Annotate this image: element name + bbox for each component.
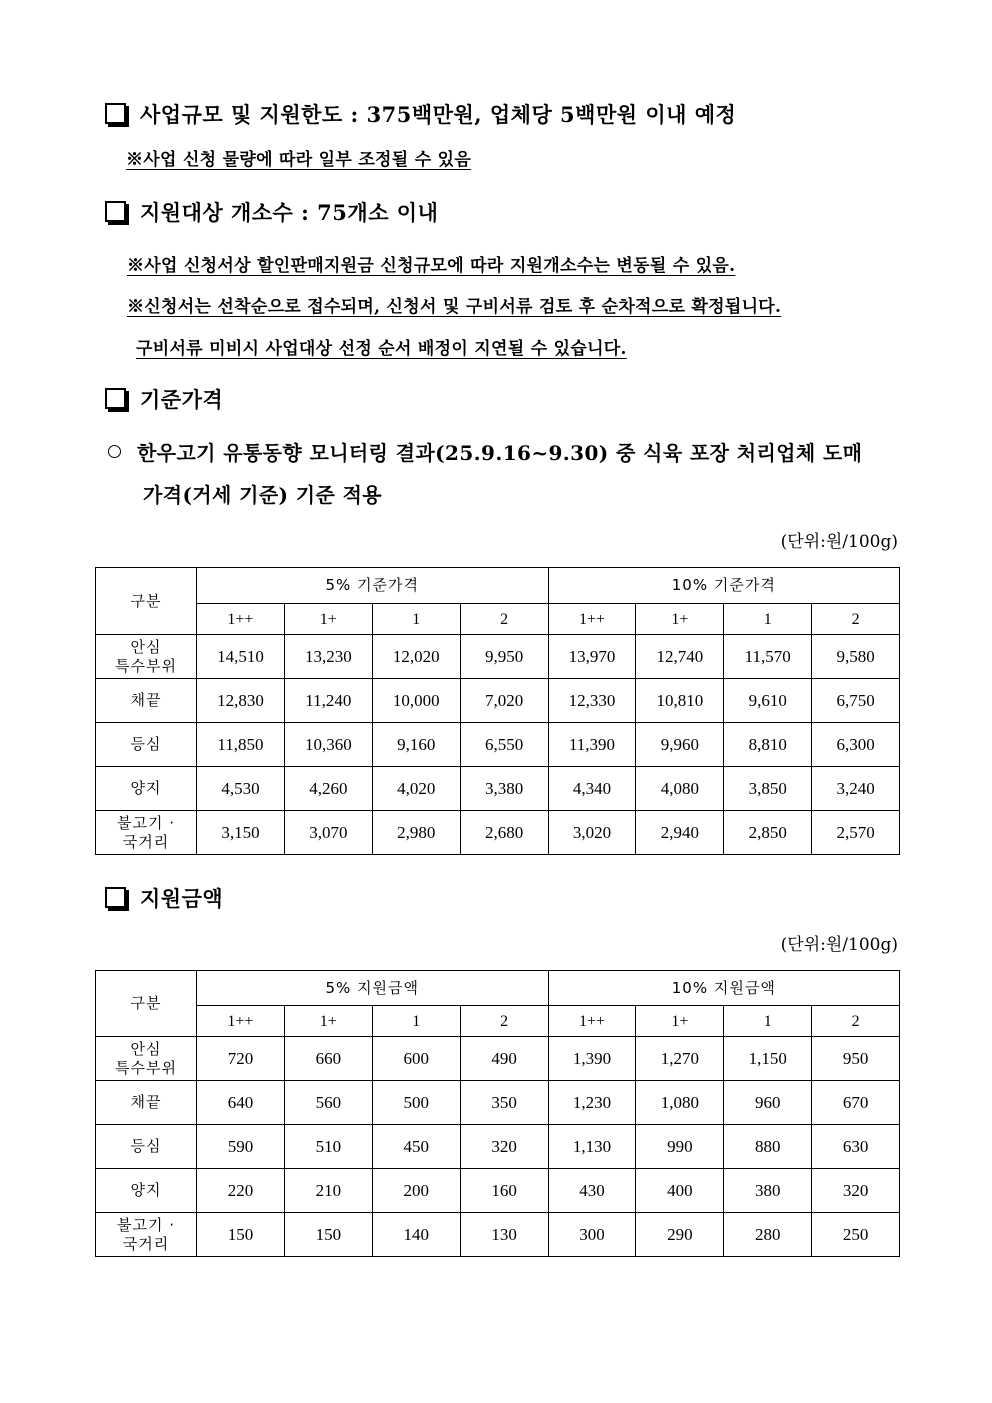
grade-header-cell: 1+	[284, 604, 372, 635]
section-targets-note-2: ※신청서는 선착순으로 접수되며, 신청서 및 구비서류 검토 후 순차적으로 확정됩니다.	[127, 297, 782, 317]
value-cell: 6,550	[460, 723, 548, 767]
grade-header-cell: 1++	[197, 1006, 285, 1037]
grade-header-cell: 1	[372, 1006, 460, 1037]
value-cell: 1,270	[636, 1037, 724, 1081]
value-cell: 590	[197, 1125, 285, 1169]
value-cell: 210	[284, 1169, 372, 1213]
value-cell: 2,680	[460, 811, 548, 855]
value-cell: 11,570	[724, 635, 812, 679]
value-cell: 9,950	[460, 635, 548, 679]
price-table	[95, 567, 900, 855]
value-cell: 11,240	[284, 679, 372, 723]
value-cell: 150	[284, 1213, 372, 1257]
price-bullet-line-2: 가격(거세 기준) 기준 적용	[143, 483, 383, 507]
table-row	[96, 1081, 900, 1125]
table-row	[96, 1037, 900, 1081]
value-cell: 10,360	[284, 723, 372, 767]
value-cell: 12,740	[636, 635, 724, 679]
value-cell: 4,080	[636, 767, 724, 811]
checkbox-square-icon	[105, 103, 126, 124]
value-cell: 140	[372, 1213, 460, 1257]
section-scale-title: 사업규모 및 지원한도 : 375백만원, 업체당 5백만원 이내 예정	[140, 102, 737, 127]
section-heading-support	[105, 883, 223, 913]
value-cell: 560	[284, 1081, 372, 1125]
value-cell: 160	[460, 1169, 548, 1213]
row-label-cell: 채끝	[96, 679, 197, 723]
value-cell: 280	[724, 1213, 812, 1257]
value-cell: 2,940	[636, 811, 724, 855]
grade-header-row	[96, 1006, 900, 1037]
value-cell: 670	[812, 1081, 900, 1125]
value-cell: 960	[724, 1081, 812, 1125]
price-unit-label: (단위:원/100g)	[780, 532, 898, 552]
value-cell: 1,390	[548, 1037, 636, 1081]
value-cell: 300	[548, 1213, 636, 1257]
section-support-title: 지원금액	[140, 886, 224, 911]
row-label-cell: 양지	[96, 1169, 197, 1213]
table-row	[96, 635, 900, 679]
grade-header-cell: 2	[812, 604, 900, 635]
table-corner: 구분	[96, 568, 197, 635]
value-cell: 13,970	[548, 635, 636, 679]
section-targets-note-3: 구비서류 미비시 사업대상 선정 순서 배정이 지연될 수 있습니다.	[136, 339, 627, 359]
grade-header-cell: 1++	[197, 604, 285, 635]
row-label-cell: 안심 특수부위	[96, 635, 197, 679]
value-cell: 200	[372, 1169, 460, 1213]
group-header-5pct: 5% 기준가격	[197, 568, 549, 604]
value-cell: 13,230	[284, 635, 372, 679]
value-cell: 660	[284, 1037, 372, 1081]
support-table	[95, 970, 900, 1257]
value-cell: 250	[812, 1213, 900, 1257]
value-cell: 10,000	[372, 679, 460, 723]
checkbox-square-icon	[105, 388, 126, 409]
value-cell: 950	[812, 1037, 900, 1081]
value-cell: 400	[636, 1169, 724, 1213]
value-cell: 4,020	[372, 767, 460, 811]
value-cell: 7,020	[460, 679, 548, 723]
section-price-title: 기준가격	[140, 387, 224, 412]
value-cell: 220	[197, 1169, 285, 1213]
table-row	[96, 1213, 900, 1257]
row-label-cell: 양지	[96, 767, 197, 811]
value-cell: 630	[812, 1125, 900, 1169]
value-cell: 490	[460, 1037, 548, 1081]
value-cell: 10,810	[636, 679, 724, 723]
value-cell: 320	[812, 1169, 900, 1213]
section-heading-scale	[105, 99, 736, 129]
value-cell: 3,380	[460, 767, 548, 811]
support-unit-label: (단위:원/100g)	[780, 935, 898, 955]
group-header-10pct: 10% 지원금액	[548, 971, 900, 1006]
value-cell: 4,340	[548, 767, 636, 811]
value-cell: 1,080	[636, 1081, 724, 1125]
grade-header-cell: 1++	[548, 604, 636, 635]
value-cell: 450	[372, 1125, 460, 1169]
price-bullet-line-1	[108, 437, 862, 466]
value-cell: 290	[636, 1213, 724, 1257]
row-label-cell: 채끝	[96, 1081, 197, 1125]
row-label-cell: 등심	[96, 1125, 197, 1169]
table-row	[96, 679, 900, 723]
table-row	[96, 1169, 900, 1213]
value-cell: 2,980	[372, 811, 460, 855]
table-corner: 구분	[96, 971, 197, 1037]
table-row	[96, 723, 900, 767]
section-targets-title: 지원대상 개소수 : 75개소 이내	[140, 200, 439, 225]
value-cell: 4,530	[197, 767, 285, 811]
value-cell: 350	[460, 1081, 548, 1125]
value-cell: 320	[460, 1125, 548, 1169]
value-cell: 3,150	[197, 811, 285, 855]
value-cell: 1,150	[724, 1037, 812, 1081]
value-cell: 12,830	[197, 679, 285, 723]
value-cell: 9,960	[636, 723, 724, 767]
grade-header-cell: 2	[812, 1006, 900, 1037]
grade-header-cell: 1	[724, 1006, 812, 1037]
value-cell: 3,240	[812, 767, 900, 811]
price-bullet-text-1: 한우고기 유통동향 모니터링 결과(25.9.16~9.30) 중 식육 포장 처리업체 도매	[137, 441, 863, 465]
value-cell: 990	[636, 1125, 724, 1169]
value-cell: 11,390	[548, 723, 636, 767]
grade-header-cell: 2	[460, 604, 548, 635]
table-row	[96, 767, 900, 811]
grade-header-cell: 1++	[548, 1006, 636, 1037]
table-row	[96, 811, 900, 855]
value-cell: 12,020	[372, 635, 460, 679]
grade-header-cell: 1+	[636, 604, 724, 635]
value-cell: 6,300	[812, 723, 900, 767]
value-cell: 3,850	[724, 767, 812, 811]
row-label-cell: 불고기 · 국거리	[96, 811, 197, 855]
value-cell: 510	[284, 1125, 372, 1169]
value-cell: 4,260	[284, 767, 372, 811]
value-cell: 500	[372, 1081, 460, 1125]
value-cell: 150	[197, 1213, 285, 1257]
value-cell: 3,020	[548, 811, 636, 855]
value-cell: 9,160	[372, 723, 460, 767]
value-cell: 600	[372, 1037, 460, 1081]
value-cell: 9,580	[812, 635, 900, 679]
row-label-cell: 등심	[96, 723, 197, 767]
value-cell: 6,750	[812, 679, 900, 723]
value-cell: 130	[460, 1213, 548, 1257]
checkbox-square-icon	[105, 887, 126, 908]
circle-bullet-icon	[108, 445, 121, 458]
row-label-cell: 안심 특수부위	[96, 1037, 197, 1081]
grade-header-cell: 1+	[636, 1006, 724, 1037]
row-label-cell: 불고기 · 국거리	[96, 1213, 197, 1257]
value-cell: 2,850	[724, 811, 812, 855]
group-header-10pct: 10% 기준가격	[548, 568, 900, 604]
grade-header-row	[96, 604, 900, 635]
section-heading-targets	[105, 197, 438, 227]
value-cell: 640	[197, 1081, 285, 1125]
section-targets-note-1: ※사업 신청서상 할인판매지원금 신청규모에 따라 지원개소수는 변동될 수 있음.	[127, 256, 736, 276]
value-cell: 380	[724, 1169, 812, 1213]
value-cell: 1,130	[548, 1125, 636, 1169]
value-cell: 1,230	[548, 1081, 636, 1125]
value-cell: 9,610	[724, 679, 812, 723]
grade-header-cell: 1	[724, 604, 812, 635]
value-cell: 430	[548, 1169, 636, 1213]
value-cell: 3,070	[284, 811, 372, 855]
value-cell: 2,570	[812, 811, 900, 855]
checkbox-square-icon	[105, 201, 126, 222]
grade-header-cell: 1+	[284, 1006, 372, 1037]
value-cell: 11,850	[197, 723, 285, 767]
value-cell: 720	[197, 1037, 285, 1081]
section-heading-price	[105, 384, 223, 414]
value-cell: 8,810	[724, 723, 812, 767]
value-cell: 880	[724, 1125, 812, 1169]
table-row	[96, 1125, 900, 1169]
grade-header-cell: 2	[460, 1006, 548, 1037]
grade-header-cell: 1	[372, 604, 460, 635]
value-cell: 12,330	[548, 679, 636, 723]
value-cell: 14,510	[197, 635, 285, 679]
section-scale-note: ※사업 신청 물량에 따라 일부 조정될 수 있음	[126, 150, 472, 170]
group-header-5pct: 5% 지원금액	[197, 971, 549, 1006]
